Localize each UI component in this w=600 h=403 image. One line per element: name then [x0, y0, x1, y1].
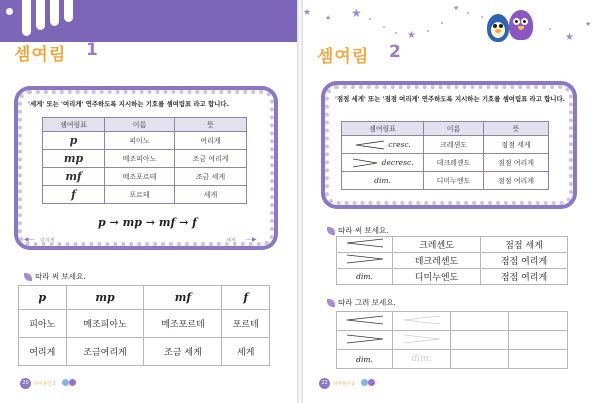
trace-cell[interactable] [393, 312, 451, 331]
trace-cell[interactable]: 크레셴도 [393, 237, 481, 253]
trace-cell[interactable]: 점점 세게 [481, 237, 568, 253]
column-header: 이름 [424, 122, 484, 136]
column-header: 셈여림표 [43, 118, 105, 132]
hint-loud: 세게 [226, 238, 236, 244]
meaning-cell: 여리게 [175, 132, 247, 150]
star-icon: ★ [407, 30, 416, 41]
decrescendo-hairpin-icon [345, 334, 385, 344]
practice-label-text: 따라 써 보세요. [338, 226, 389, 235]
symbol-cell: dim. [342, 172, 424, 190]
left-page [0, 0, 297, 403]
decrescendo-hairpin-icon [345, 254, 385, 264]
trace-cell[interactable]: 점점 여리게 [481, 253, 568, 269]
drawing-grid [336, 311, 568, 369]
page-number: 22 [319, 378, 330, 389]
bird-icon [368, 379, 375, 386]
practice-label [24, 271, 86, 282]
practice-label [327, 225, 389, 236]
symbol-cell: p [43, 132, 105, 150]
right-arrow-icon: —▶ [246, 236, 257, 243]
table-row [342, 172, 549, 190]
trace-cell[interactable]: 세게 [222, 338, 270, 366]
table-row [342, 136, 549, 154]
name-cell: 데크레셴도 [424, 154, 484, 172]
star-icon: ★ [565, 32, 574, 43]
column-header: 셈여림표 [342, 122, 424, 136]
dynamics-table [42, 117, 247, 204]
trace-cell[interactable]: 메조피아노 [66, 310, 144, 338]
practice-row [337, 253, 568, 269]
dynamics-table [341, 121, 549, 190]
blank-cell[interactable] [509, 331, 568, 350]
symbol-text: decresc. [381, 157, 414, 167]
penguin-icon [487, 14, 509, 42]
practice-symbol [337, 237, 393, 253]
bird-icon [62, 379, 69, 386]
practice-row [19, 286, 270, 310]
bookmark-tab [50, 0, 59, 26]
decrescendo-hairpin-icon [351, 158, 379, 168]
practice-symbol: dim. [337, 269, 393, 285]
trace-cell[interactable]: 디미누엔도 [393, 269, 481, 285]
practice-symbol [337, 331, 393, 350]
blank-cell[interactable] [451, 312, 509, 331]
page-number: 20 [20, 378, 31, 389]
name-cell: 메조피아노 [105, 150, 175, 168]
flow-arrow: → [109, 216, 119, 229]
practice-label-text: 따라 써 보세요. [35, 272, 86, 281]
table-header-row [43, 118, 247, 132]
practice-symbol: p [19, 286, 67, 310]
leaf-icon [327, 227, 335, 235]
table-row [43, 132, 247, 150]
star-icon: ★ [303, 8, 312, 18]
table-row [43, 168, 247, 186]
symbol-cell: mp [43, 150, 105, 168]
blank-cell[interactable] [509, 312, 568, 331]
hint-soft: 여리게 [40, 238, 55, 244]
trace-cell[interactable]: 여리게 [19, 338, 67, 366]
left-arrow-icon: ◀— [24, 236, 35, 243]
table-row [43, 186, 247, 204]
practice-row [19, 338, 270, 366]
column-header: 이름 [105, 118, 175, 132]
practice-symbol: dim. [337, 350, 393, 369]
practice-label-text: 따라 그려 보세요. [338, 298, 396, 307]
bird-icon [509, 10, 533, 40]
name-cell: 포르테 [105, 186, 175, 204]
practice-symbol [337, 312, 393, 331]
description: '세게' 또는 '여리게' 연주하도록 지시하는 기호를 셈여림표 라고 합니다. [28, 100, 229, 108]
trace-cell[interactable]: 메조포르테 [144, 310, 222, 338]
sparkle-dot [441, 22, 443, 24]
practice-symbol: f [222, 286, 270, 310]
practice-symbol [337, 253, 393, 269]
decor-dot [6, 8, 13, 15]
dynamics-flow [98, 216, 197, 229]
bird-icon [361, 379, 368, 386]
flow-arrow: → [145, 216, 156, 229]
trace-cell[interactable]: 포르테 [222, 310, 270, 338]
trace-cell[interactable]: 조금 세게 [144, 338, 222, 366]
page-title: 셈여림 [317, 47, 370, 67]
bird-icon [69, 379, 76, 386]
sparkle-dot [427, 30, 429, 32]
crescendo-hairpin-icon [354, 140, 386, 150]
flow-item: mp [122, 216, 142, 229]
footer-title: 바이올린 2 [34, 382, 56, 387]
practice-grid [18, 285, 270, 366]
trace-cell[interactable]: 데크레셴도 [393, 253, 481, 269]
practice-row [337, 237, 568, 253]
symbol-cell: mf [43, 168, 105, 186]
drawing-row [337, 350, 568, 369]
star-icon: ★ [351, 6, 362, 20]
table-row [43, 150, 247, 168]
crescendo-trace-icon [402, 315, 442, 325]
flow-item: mf [158, 216, 176, 229]
name-cell: 피아노 [105, 132, 175, 150]
symbol-cell: f [43, 186, 105, 204]
description: '점점 세게' 또는 '점점 여리게' 연주하도록 지시하는 기호를 셈여림표 라고 합니다. [335, 95, 566, 103]
trace-cell[interactable] [393, 331, 451, 350]
leaf-icon [24, 273, 32, 281]
page-title: 셈여림 [14, 45, 67, 65]
column-header: 뜻 [484, 122, 549, 136]
star-icon: ★ [325, 14, 332, 22]
sparkle-dot [467, 12, 469, 14]
flow-item: f [192, 216, 197, 229]
page-title-number: 1 [86, 40, 98, 60]
page-title-number: 2 [389, 42, 401, 62]
crescendo-hairpin-icon [345, 238, 385, 248]
practice-row [19, 310, 270, 338]
trace-cell[interactable]: dim. [393, 350, 451, 369]
bookmark-tab [64, 0, 73, 22]
trace-cell[interactable]: 조금여리게 [66, 338, 144, 366]
meaning-cell: 점점 세게 [484, 136, 549, 154]
sparkle-dot [383, 26, 385, 28]
blank-cell[interactable] [451, 331, 509, 350]
table-header-row [342, 122, 549, 136]
name-cell: 크레셴도 [424, 136, 484, 154]
right-page [303, 0, 600, 403]
footer-title: 바이올린 2 [333, 382, 355, 387]
blank-cell[interactable] [509, 350, 568, 369]
star-icon: ★ [453, 4, 460, 12]
trace-cell[interactable]: 점점 여리게 [481, 269, 568, 285]
star-icon: ★ [585, 20, 592, 28]
practice-label [327, 297, 396, 308]
meaning-cell: 점점 여리게 [484, 154, 549, 172]
crescendo-hairpin-icon [345, 315, 385, 325]
practice-symbol: mp [66, 286, 144, 310]
leaf-icon [327, 299, 335, 307]
column-header: 뜻 [175, 118, 247, 132]
blank-cell[interactable] [451, 350, 509, 369]
trace-cell[interactable]: 피아노 [19, 310, 67, 338]
decrescendo-trace-icon [402, 334, 442, 344]
symbol-cell [342, 136, 424, 154]
sparkle-dot [395, 32, 397, 34]
meaning-cell: 점점 여리게 [484, 172, 549, 190]
bookmark-tab [36, 0, 45, 30]
practice-symbol: mf [144, 286, 222, 310]
practice-row [337, 269, 568, 285]
table-row [342, 154, 549, 172]
bookmark-tab [22, 0, 31, 36]
practice-grid [336, 236, 568, 285]
drawing-row [337, 312, 568, 331]
flow-arrow: → [179, 216, 189, 229]
meaning-cell: 조금 여리게 [175, 150, 247, 168]
symbol-cell [342, 154, 424, 172]
sparkle-dot [369, 18, 371, 20]
drawing-row [337, 331, 568, 350]
meaning-cell: 조금 세게 [175, 168, 247, 186]
name-cell: 메조포르테 [105, 168, 175, 186]
name-cell: 디미누엔도 [424, 172, 484, 190]
sparkle-dot [481, 16, 483, 18]
meaning-cell: 세게 [175, 186, 247, 204]
symbol-text: cresc. [388, 139, 411, 149]
flow-item: p [98, 216, 106, 229]
sparkle-dot [549, 28, 551, 30]
